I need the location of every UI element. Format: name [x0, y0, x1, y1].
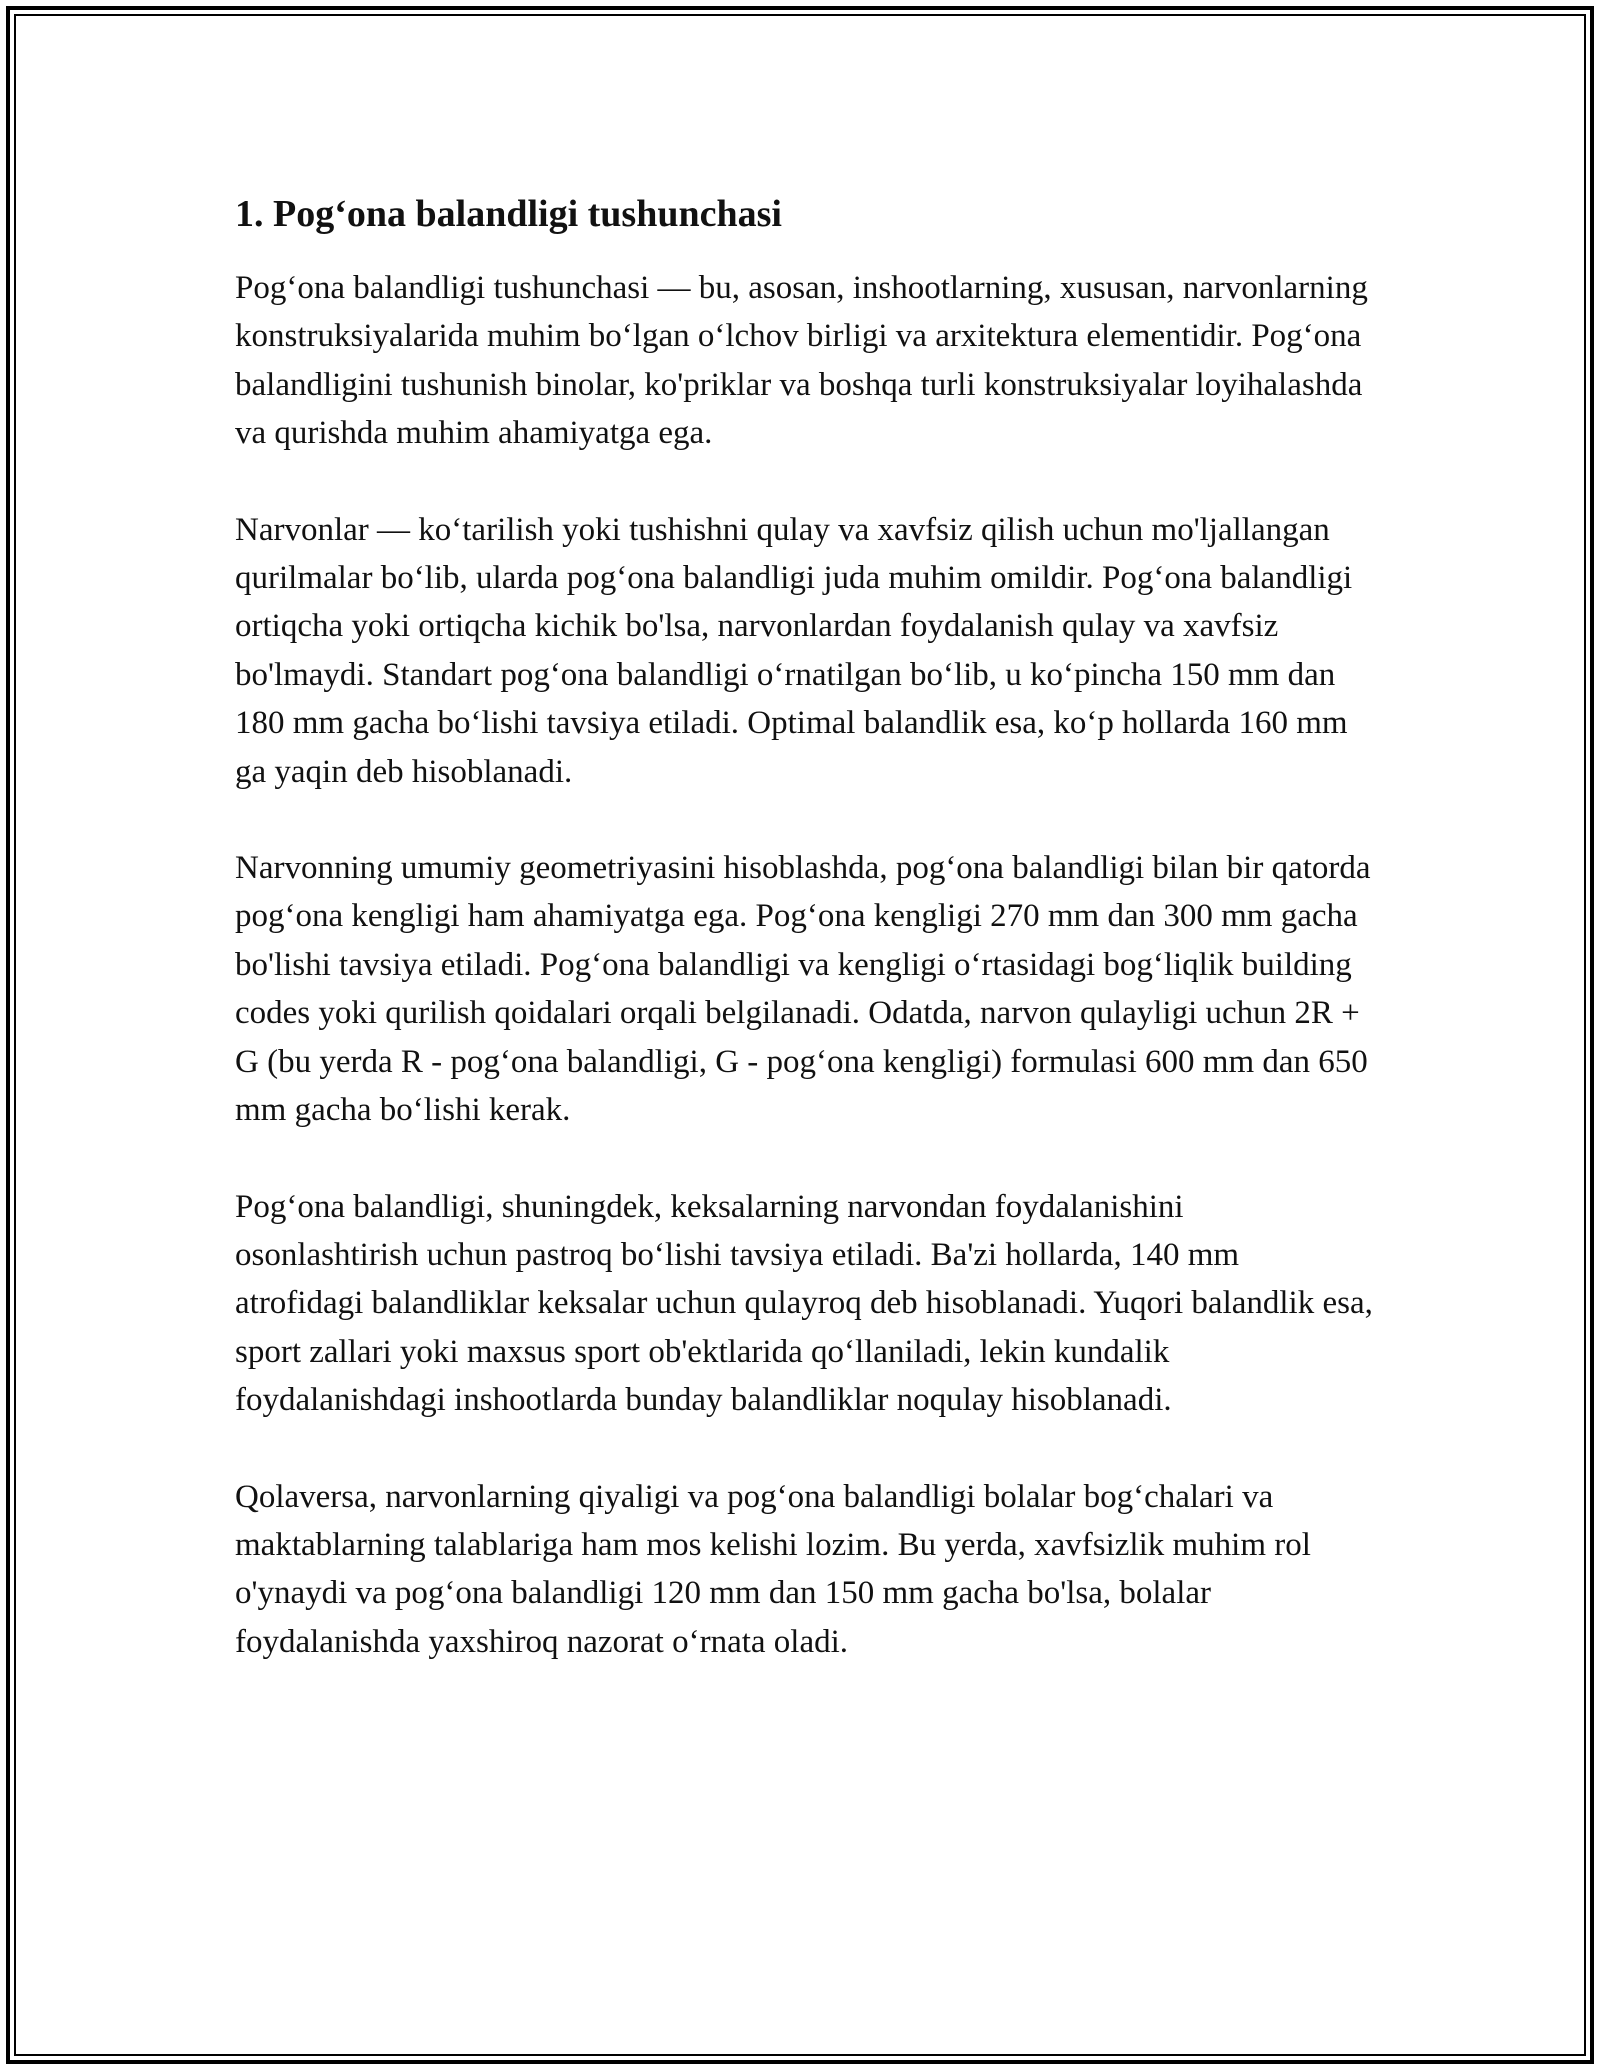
section-heading: 1. Pog‘ona balandligi tushunchasi	[235, 193, 782, 235]
paragraph-1: Pog‘ona balandligi tushunchasi — bu, asosan, inshootlarning, xususan, narvonlarning konstruksiyalarida muhim bo‘lgan o‘lchov birligi va arxitektura elementidir. Pog‘ona balandligini tushunish binolar, ko'priklar va boshqa turli konstruksiyalar loyihalashda va qurishda muhim ahamiyatga ega.	[235, 270, 1368, 452]
paragraph-5: Qolaversa, narvonlarning qiyaligi va pog‘ona balandligi bolalar bog‘chalari va maktablarning talablariga ham mos kelishi lozim. Bu yerda, xavfsizlik muhim rol o'ynaydi va pog‘ona balandligi 120 mm dan 150 mm gacha bo'lsa, bolalar foydalanishda yaxshiroq nazorat o‘rnata oladi.	[235, 1478, 1311, 1660]
paragraph-2: Narvonlar — ko‘tarilish yoki tushishni qulay va xavfsiz qilish uchun mo'ljallangan qurilmalar bo‘lib, ularda pog‘ona balandligi juda muhim omildir. Pog‘ona balandligi ortiqcha yoki ortiqcha kichik bo'lsa, narvonlardan foydalanish qulay va xavfsiz bo'lmaydi. Standart pog‘ona balandligi o‘rnatilgan bo‘lib, u ko‘pincha 150 mm dan 180 mm gacha bo‘lishi tavsiya etiladi. Optimal balandlik esa, ko‘p hollarda 160 mm ga yaqin deb hisoblanadi.	[235, 511, 1353, 790]
paragraph-3: Narvonning umumiy geometriyasini hisoblashda, pog‘ona balandligi bilan bir qatorda pog‘ona kengligi ham ahamiyatga ega. Pog‘ona kengligi 270 mm dan 300 mm gacha bo'lishi tavsiya etiladi. Pog‘ona balandligi va kengligi o‘rtasidagi bog‘liqlik building codes yoki qurilish qoidalari orqali belgilanadi. Odatda, narvon qulayligi uchun 2R + G (bu yerda R - pog‘ona balandligi, G - pog‘ona kengligi) formulasi 600 mm dan 650 mm gacha bo‘lishi kerak.	[235, 850, 1371, 1129]
document-body	[235, 186, 1375, 1666]
paragraph-4: Pog‘ona balandligi, shuningdek, keksalarning narvondan foydalanishini osonlashtirish uchun pastroq bo‘lishi tavsiya etiladi. Ba'zi hollarda, 140 mm atrofidagi balandliklar keksalar uchun qulayroq deb hisoblanadi. Yuqori balandlik esa, sport zallari yoki maxsus sport ob'ektlarida qo‘llaniladi, lekin kundalik foydalanishdagi inshootlarda bunday balandliklar noqulay hisoblanadi.	[235, 1188, 1373, 1419]
